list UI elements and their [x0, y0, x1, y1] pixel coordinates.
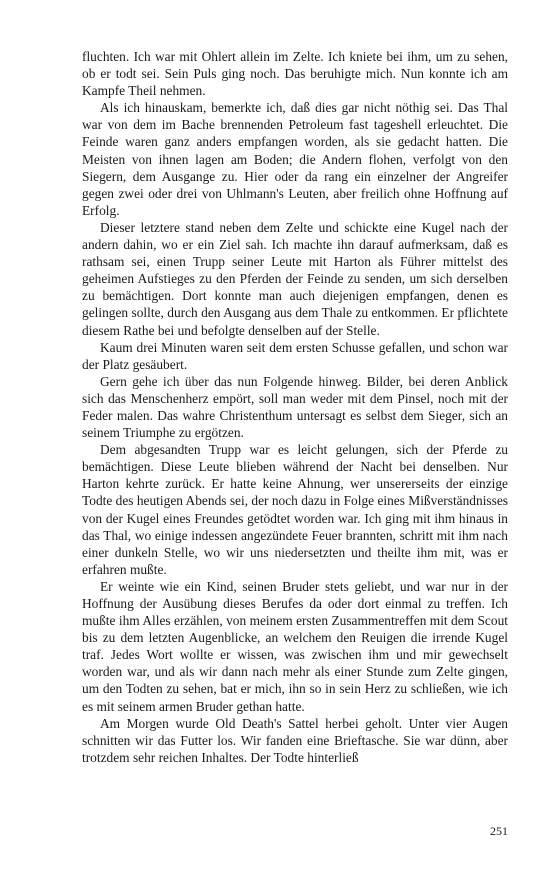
paragraph-6: Dem abgesandten Trupp war es leicht gelungen, sich der Pferde zu bemächtigen. Diese Leute blieben während der Nacht bei denselben. Nur Harton kehrte zurück. Er hatte keine Ahnung, wer unsererseits der einzige Todte des heutigen Abends sei, der noch dazu in Folge eines Mißverständnisses von der Kugel eines Freundes getödtet worden war. Ich ging mit ihm hinaus in das Thal, wo einige indessen angezündete Feuer brannten, schritt mit ihm nach einer dunkeln Stelle, wo wir uns niedersetzten und theilte ihm mit, was er erfahren mußte. [82, 442, 508, 577]
paragraph-1: fluchten. Ich war mit Ohlert allein im Zelte. Ich kniete bei ihm, um zu sehen, ob er todt sei. Sein Puls ging noch. Das beruhigte mich. Nun konnte ich am Kampfe Theil nehmen. [82, 49, 508, 99]
page-body [82, 48, 508, 766]
paragraph-2: Als ich hinauskam, bemerkte ich, daß dies gar nicht nöthig sei. Das Thal war von dem im Bache brennenden Petroleum fast tageshell erleuchtet. Die Feinde waren ganz anders empfangen worden, als sie gedacht hatten. Die Meisten von ihnen lagen am Boden; die Andern flohen, verfolgt von den Siegern, dem Ausgange zu. Hier oder da rang ein einzelner der Angreifer gegen zwei oder drei von Uhlmann's Leuten, aber freilich ohne Hoffnung auf Erfolg. [82, 100, 508, 218]
paragraph-5: Gern gehe ich über das nun Folgende hinweg. Bilder, bei deren Anblick sich das Menschenherz empört, soll man weder mit dem Pinsel, noch mit der Feder malen. Das wahre Christenthum untersagt es selbst dem Sieger, sich an seinem Triumphe zu ergötzen. [82, 373, 508, 441]
page-number: 251 [490, 824, 508, 838]
paragraph-7: Er weinte wie ein Kind, seinen Bruder stets geliebt, und war nur in der Hoffnung der Ausübung dieses Berufes da oder dort einmal zu treffen. Ich mußte ihm Alles erzählen, von meinem ersten Zusammentreffen mit dem Scout bis zu dem letzten Augenblicke, an welchem den Reuigen die irrende Kugel traf. Jedes Wort wollte er wissen, was zwischen ihm und mir gewechselt worden war, und als wir dann nach mehr als einer Stunde zum Zelte gingen, um den Todten zu sehen, bat er mich, ihn so in sein Herz zu schließen, wie ich es mit seinem armen Bruder gethan hatte. [82, 578, 508, 714]
paragraph-4: Kaum drei Minuten waren seit dem ersten Schusse gefallen, und schon war der Platz gesäubert. [82, 339, 508, 372]
paragraph-8: Am Morgen wurde Old Death's Sattel herbei geholt. Unter vier Augen schnitten wir das Futter los. Wir fanden eine Brieftasche. Sie war dünn, aber trotzdem sehr reichen Inhaltes. Der Todte hinterließ [82, 715, 508, 765]
paragraph-3: Dieser letztere stand neben dem Zelte und schickte eine Kugel nach der andern dahin, wo er ein Ziel sah. Ich machte ihn darauf aufmerksam, daß es rathsam sei, einen Trupp seiner Leute mit Harton als Führer mittelst des geheimen Aufstieges zu den Pferden der Feinde zu senden, um sich derselben zu bemächtigen. Dort konnte man auch diejenigen empfangen, denen es gelingen sollte, durch den Ausgang aus dem Thale zu entkommen. Er pflichtete diesem Rathe bei und befolgte denselben auf der Stelle. [82, 219, 508, 338]
